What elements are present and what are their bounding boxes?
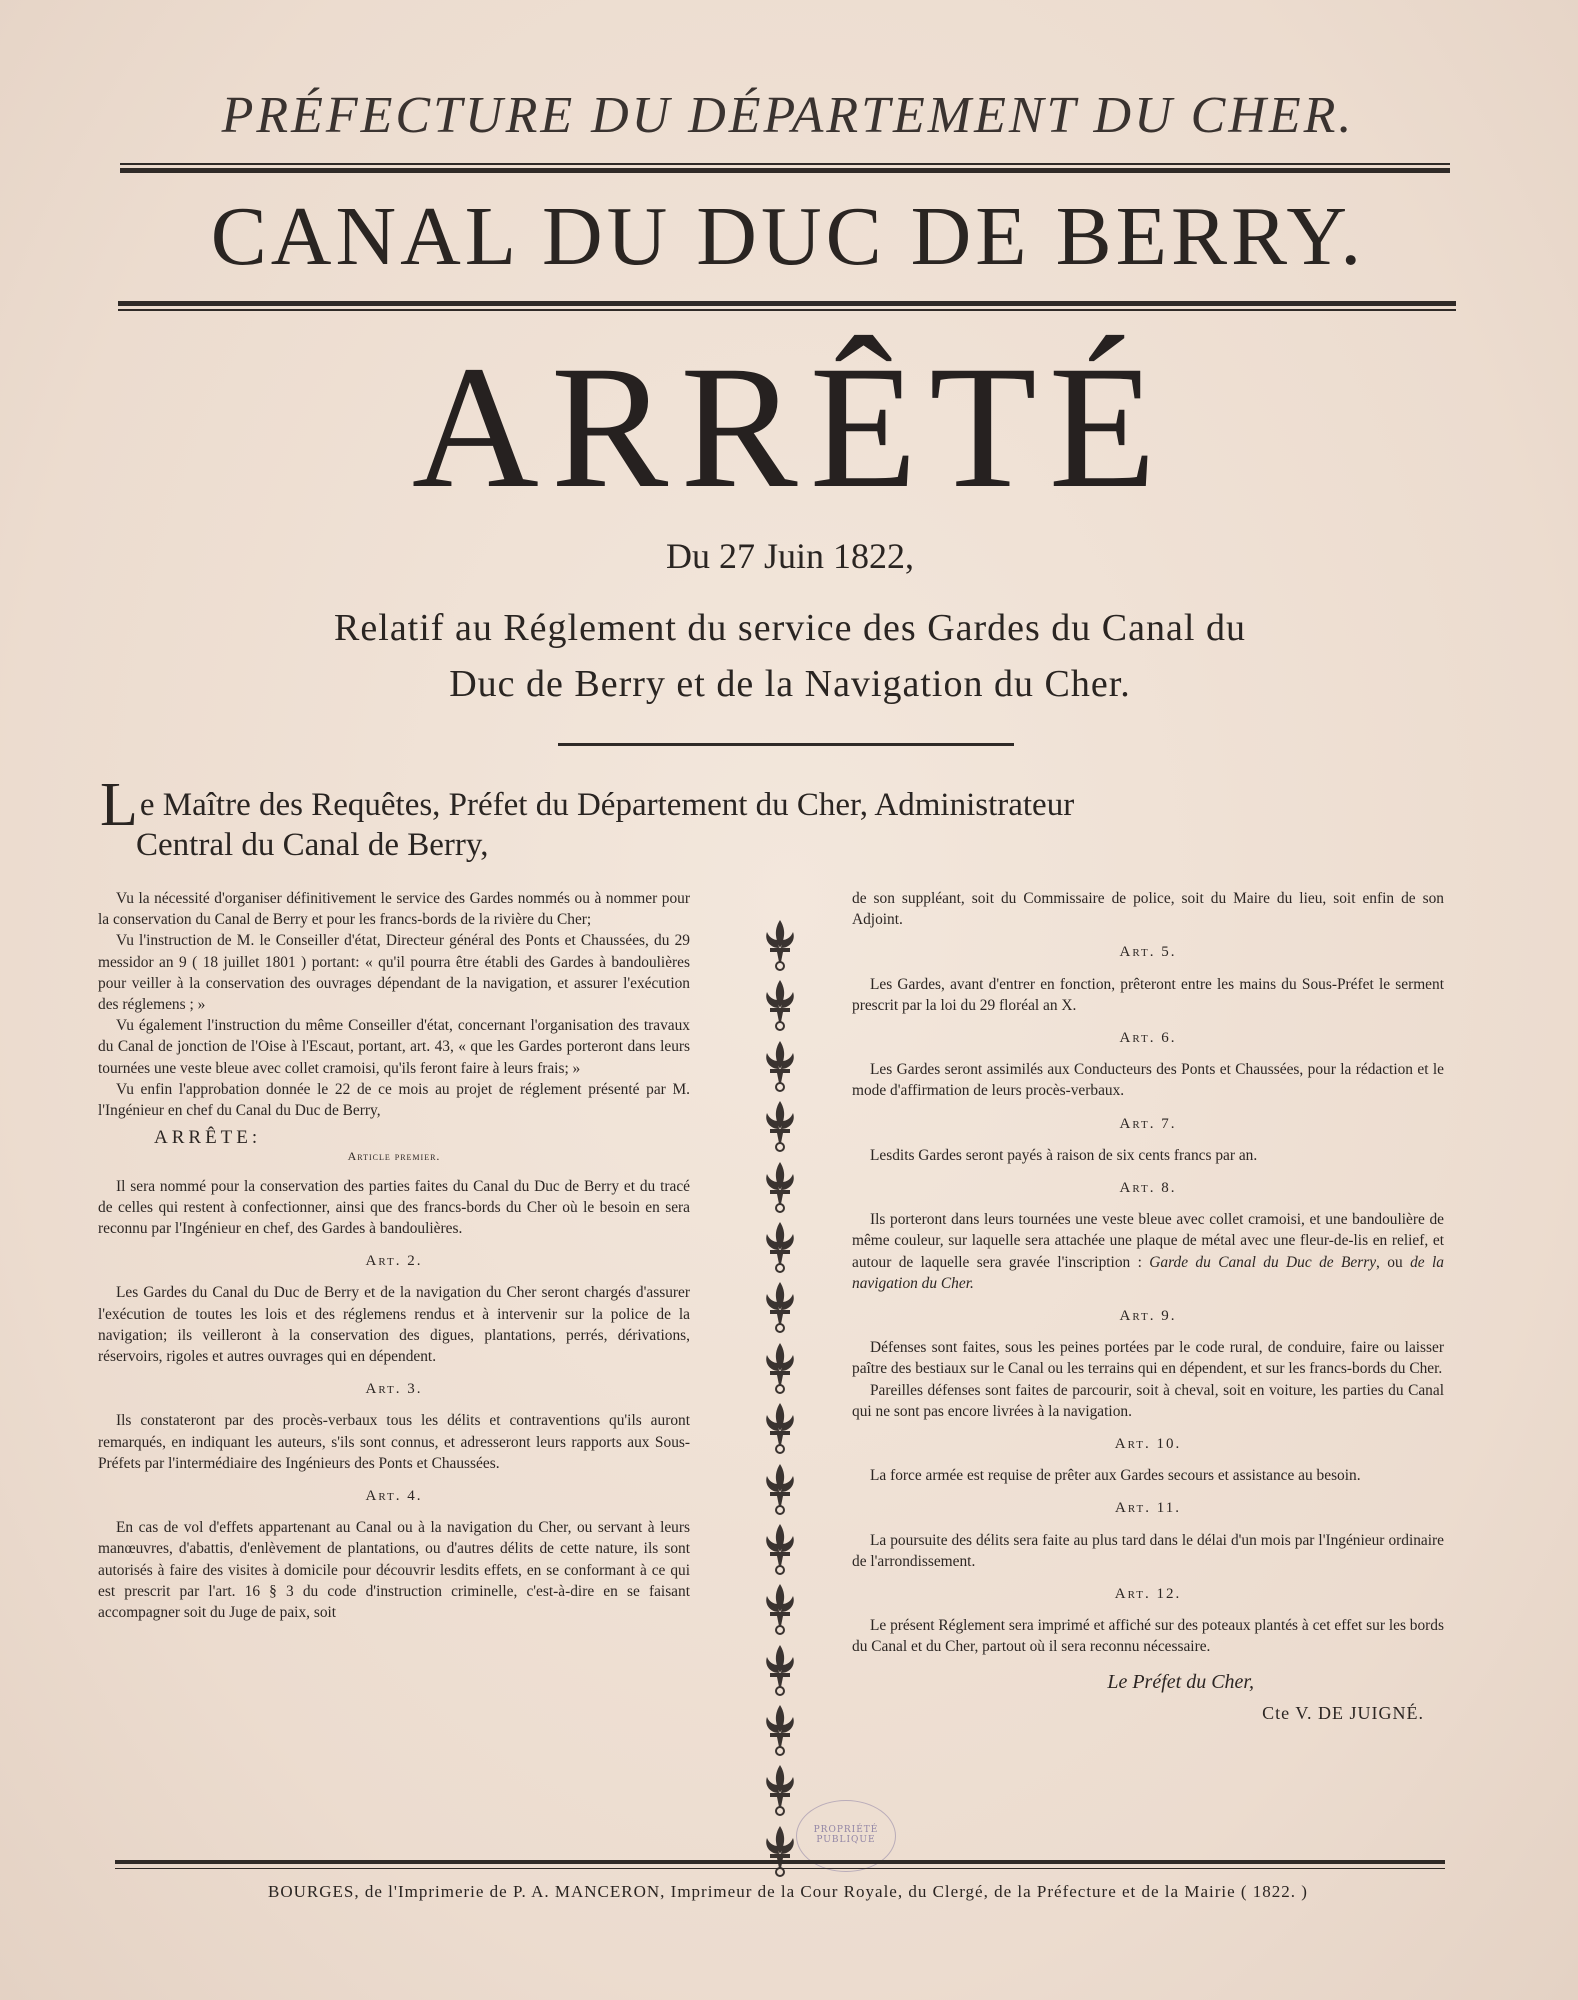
fleur-de-lis-icon bbox=[760, 1522, 800, 1576]
printer-imprint: BOURGES, de l'Imprimerie de P. A. MANCERON, Imprimeur de la Cour Royale, du Clergé, de la Préfecture et de la Mairie ( 1822. ) bbox=[268, 1882, 1308, 1901]
preamble-line-2: Central du Canal de Berry, bbox=[136, 827, 489, 863]
fleur-de-lis-icon bbox=[760, 1763, 800, 1817]
article-5-text: Les Gardes, avant d'entrer en fonction, prêteront entre les mains du Sous-Préfet le serment prescrit par la loi du 29 floréal an X. bbox=[852, 975, 1444, 1014]
article-6-heading: Art. 6. bbox=[1119, 1030, 1177, 1047]
fleur-de-lis-icon bbox=[760, 918, 800, 972]
fleur-de-lis-icon bbox=[760, 978, 800, 1032]
fleur-de-lis-column bbox=[748, 918, 812, 1878]
right-column bbox=[852, 888, 1444, 1724]
article-11-heading: Art. 11. bbox=[1115, 1500, 1181, 1517]
left-column bbox=[98, 888, 690, 1623]
fleur-de-lis-icon bbox=[760, 1160, 800, 1214]
canal-heading: CANAL DU DUC DE BERRY. bbox=[210, 190, 1366, 283]
article-8-inscription: Garde du Canal du Duc de Berry bbox=[1149, 1253, 1377, 1271]
article-8-text bbox=[852, 1209, 1444, 1294]
fleur-de-lis-icon bbox=[760, 1039, 800, 1093]
article-6-text: Les Gardes seront assimilés aux Conducteurs des Ponts et Chaussées, pour la rédaction et le mode d'affirmation de leurs procès-verbaux. bbox=[852, 1061, 1444, 1100]
article-8-inscription-alt: de la navigation du Cher. bbox=[852, 1253, 1444, 1292]
rule-top-thin bbox=[120, 163, 1450, 165]
fleur-de-lis-icon bbox=[760, 1703, 800, 1757]
signature-title: Le Préfet du Cher, bbox=[1107, 1670, 1254, 1693]
subject-line-2: Duc de Berry et de la Navigation du Cher. bbox=[449, 663, 1131, 705]
article-2-text: Les Gardes du Canal du Duc de Berry et de la navigation du Cher seront chargés d'assurer l'exécution de toutes les lois et des réglemens rendus et à intervenir sur la police de la navigation; ils veilleront à la conservation des digues, plantations, perrés, dérivations, réservoirs, rigoles et autres ouvrages qui en dépendent. bbox=[98, 1284, 690, 1366]
article-9-text-a: Défenses sont faites, sous les peines portées par le code rural, de conduire, faire ou laisser paître des bestiaux sur le Canal ou les terrains qui en dépendent, et sur les francs-bords du Cher. bbox=[852, 1339, 1444, 1378]
considerant-2: Vu l'instruction de M. le Conseiller d'état, Directeur général des Ponts et Chaussées, du 29 messidor an 9 ( 18 juillet 1801 ) portant: « qu'il pourra être établi des Gardes à bandoulières pour veiller à la conservation des ouvrages dépendant de la navigation, et assurer l'exécution des réglemens ; » bbox=[98, 932, 690, 1014]
preamble-line-1 bbox=[100, 771, 1480, 839]
article-3-text: Ils constateront par des procès-verbaux tous les délits et contraventions qu'ils auront remarqués, en indiquant les auteurs, s'ils sont connus, et adresseront leurs rapports aux Sous-Préfets par l'intermédiaire des Ingénieurs des Ponts et Chaussées. bbox=[98, 1412, 690, 1472]
article-8-text-a: Ils porteront dans leurs tournées une veste bleue avec collet cramoisi, et une bandoulière de même couleur, sur laquelle sera attachée une plaque de métal avec une fleur-de-lis en relief, et autour de laquelle sera gravée l'inscription : bbox=[852, 1211, 1444, 1271]
rule-top-thick bbox=[120, 168, 1450, 173]
fleur-de-lis-icon bbox=[760, 1341, 800, 1395]
considerant-3: Vu également l'instruction du même Conseiller d'état, concernant l'organisation des travaux du Canal de jonction de l'Oise à l'Escaut, portant, art. 43, « que les Gardes porteront dans leurs tournées une veste bleue avec collet cramoisi, qu'ils feront faire à leurs frais; » bbox=[98, 1017, 690, 1077]
signature-block bbox=[852, 1672, 1444, 1724]
decree-subject bbox=[100, 600, 1480, 712]
decree-title: ARRÊTÉ bbox=[411, 330, 1169, 525]
archive-stamp-text: PROPRIÉTÉ PUBLIQUE bbox=[813, 1825, 879, 1845]
fleur-de-lis-icon bbox=[760, 1401, 800, 1455]
fleur-de-lis-icon bbox=[760, 1220, 800, 1274]
decree-date: Du 27 Juin 1822, bbox=[665, 536, 914, 576]
rule-footer-thin bbox=[115, 1868, 1445, 1869]
considerant-4: Vu enfin l'approbation donnée le 22 de ce mois au projet de réglement présenté par M. l'Ingénieur en chef du Canal du Duc de Berry, bbox=[98, 1080, 690, 1120]
article-8-text-c: , ou bbox=[1376, 1253, 1411, 1271]
article-7-text: Lesdits Gardes seront payés à raison de six cents francs par an. bbox=[870, 1146, 1258, 1164]
article-10-heading: Art. 10. bbox=[1114, 1436, 1182, 1453]
article-9-text-b: Pareilles défenses sont faites de parcourir, soit à cheval, soit en voiture, les parties du Canal qui ne sont pas encore livrées à la navigation. bbox=[852, 1381, 1444, 1420]
fleur-de-lis-icon bbox=[760, 1099, 800, 1153]
article-2-heading: Art. 2. bbox=[365, 1253, 423, 1270]
article-10-text: La force armée est requise de prêter aux Gardes secours et assistance au besoin. bbox=[870, 1467, 1361, 1485]
fleur-de-lis-icon bbox=[760, 1280, 800, 1334]
article-9-heading: Art. 9. bbox=[1119, 1308, 1177, 1325]
article-5-heading: Art. 5. bbox=[1119, 944, 1177, 961]
prefecture-heading: PRÉFECTURE DU DÉPARTEMENT DU CHER. bbox=[221, 87, 1355, 144]
rule-subject bbox=[558, 743, 1014, 746]
rule-canal-thick bbox=[118, 301, 1456, 306]
article-4-heading: Art. 4. bbox=[365, 1488, 423, 1505]
preamble-dropcap: L bbox=[100, 771, 138, 839]
considerant-1: Vu la nécessité d'organiser définitivement le service des Gardes nommés ou à nommer pour la conservation du Canal de Berry et pour les francs-bords de la rivière du Cher; bbox=[98, 890, 690, 929]
article-11-text: La poursuite des délits sera faite au plus tard dans le délai d'un mois par l'Ingénieur ordinaire de l'arrondissement. bbox=[852, 1531, 1444, 1570]
signature-name: Cte V. DE JUIGNÉ. bbox=[1262, 1702, 1424, 1723]
arrete-word: ARRÊTE: bbox=[154, 1127, 262, 1149]
rule-canal-thin bbox=[118, 309, 1456, 311]
article-premier-heading: Article premier. bbox=[347, 1149, 441, 1164]
preamble-line-1-text: e Maître des Requêtes, Préfet du Département du Cher, Administrateur bbox=[139, 787, 1075, 823]
article-3-heading: Art. 3. bbox=[365, 1381, 423, 1398]
subject-line-1: Relatif au Réglement du service des Gardes du Canal du bbox=[334, 607, 1246, 649]
preamble bbox=[100, 771, 1480, 865]
fleur-de-lis-icon bbox=[760, 1643, 800, 1697]
article-4-text: En cas de vol d'effets appartenant au Canal ou à la navigation du Cher, ou servant à leurs manœuvres, d'abattis, d'enlèvement de plantations, ou d'autres délits de cette nature, ils sont autorisés à faire des visites à domicile pour découvrir lesdits effets, en se conformant à ce qui est prescrit par l'art. 16 § 3 du code d'instruction criminelle, c'est-à-dire en se faisant accompagner soit du Juge de paix, soit bbox=[98, 1519, 690, 1622]
article-12-heading: Art. 12. bbox=[1114, 1586, 1182, 1603]
fleur-de-lis-icon bbox=[760, 1582, 800, 1636]
fleur-de-lis-icon bbox=[760, 1462, 800, 1516]
article-12-text: Le présent Réglement sera imprimé et affiché sur des poteaux plantés à cet effet sur les bords du Canal et du Cher, partout où il sera reconnu nécessaire. bbox=[852, 1617, 1444, 1656]
article-7-heading: Art. 7. bbox=[1119, 1115, 1177, 1132]
article-4-continuation: de son suppléant, soit du Commissaire de police, soit du Maire du lieu, soit enfin de son Adjoint. bbox=[852, 890, 1444, 929]
article-premier-text: Il sera nommé pour la conservation des parties faites du Canal du Duc de Berry et du tracé de celles qui restent à confectionner, ainsi que des francs-bords du Cher où le besoin en sera reconnu par l'Ingénieur en chef, des Gardes à bandoulières. bbox=[98, 1177, 690, 1238]
fleur-de-lis-icon bbox=[760, 1824, 800, 1878]
rule-footer-thick bbox=[115, 1860, 1445, 1864]
article-8-heading: Art. 8. bbox=[1119, 1180, 1177, 1197]
